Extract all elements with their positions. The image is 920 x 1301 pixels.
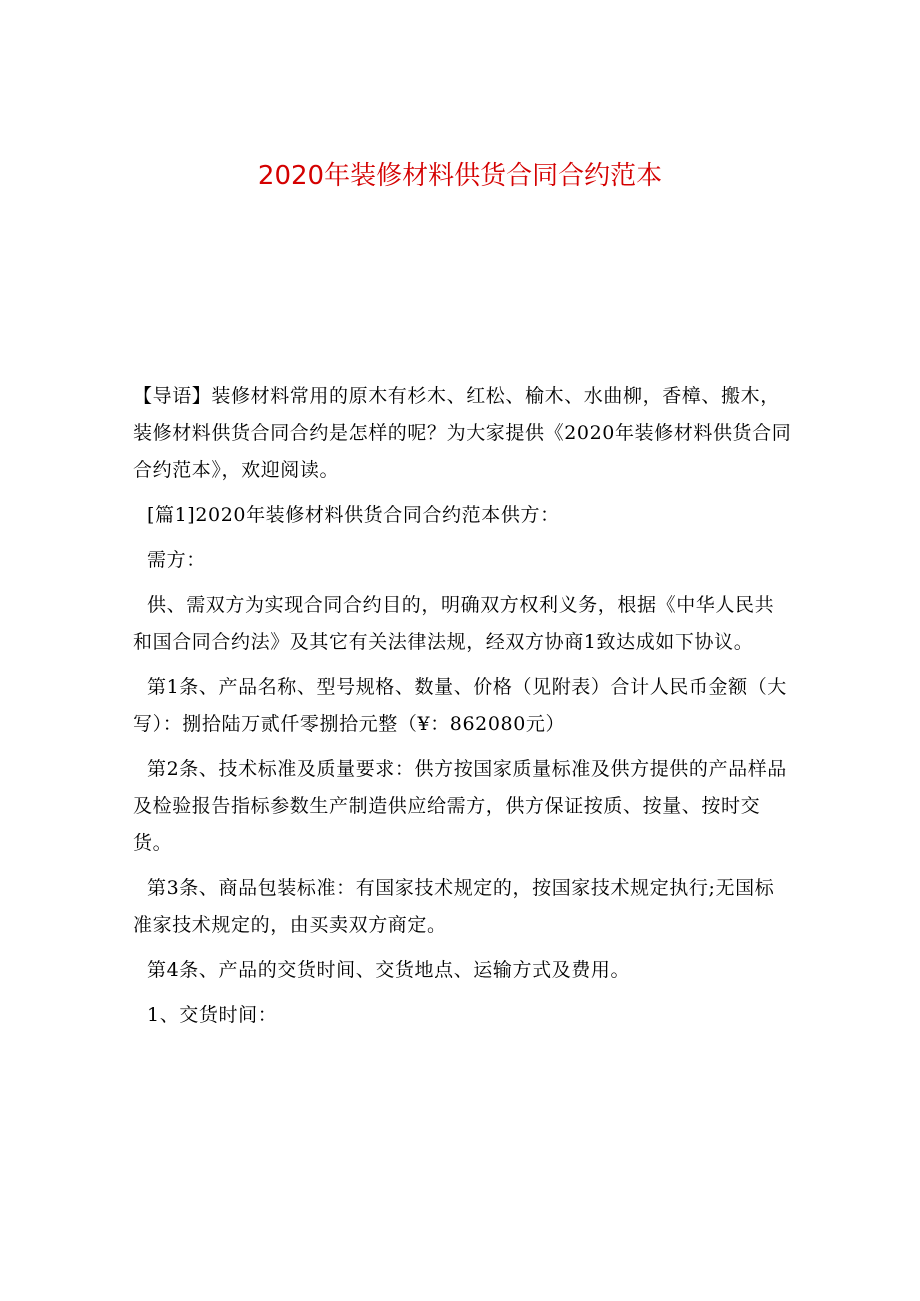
delivery-time-item: 1、交货时间：	[147, 1004, 278, 1026]
article-4: 第4条、产品的交货时间、交货地点、运输方式及费用。	[147, 959, 631, 981]
article-1: 第1条、产品名称、型号规格、数量、价格（见附表）合计人民币金额（大写）：捌拾陆万贰仟零捌拾元整（¥：862080元）	[133, 676, 787, 735]
agreement-paragraph: 供、需双方为实现合同合约目的，明确双方权利义务，根据《中华人民共和国合同合约法》及其它有关法律法规，经双方协商1致达成如下协议。	[133, 594, 775, 653]
section-heading: [篇1]2020年装修材料供货合同合约范本供方：	[147, 504, 560, 526]
document-body	[133, 378, 793, 1042]
document-title: 2020年装修材料供货合同合约范本	[257, 161, 663, 191]
intro-paragraph: 【导语】装修材料常用的原木有杉木、红松、榆木、水曲柳，香樟、搬木，装修材料供货合同合约是怎样的呢？为大家提供《2020年装修材料供货合同合约范本》，欢迎阅读。	[133, 385, 792, 481]
article-3: 第3条、商品包装标准：有国家技术规定的，按国家技术规定执行;无国标准家技术规定的，由买卖双方商定。	[133, 877, 775, 936]
buyer-line: 需方：	[147, 549, 206, 571]
article-2: 第2条、技术标准及质量要求：供方按国家质量标准及供方提供的产品样品及检验报告指标参数生产制造供应给需方，供方保证按质、按量、按时交货。	[133, 758, 787, 854]
